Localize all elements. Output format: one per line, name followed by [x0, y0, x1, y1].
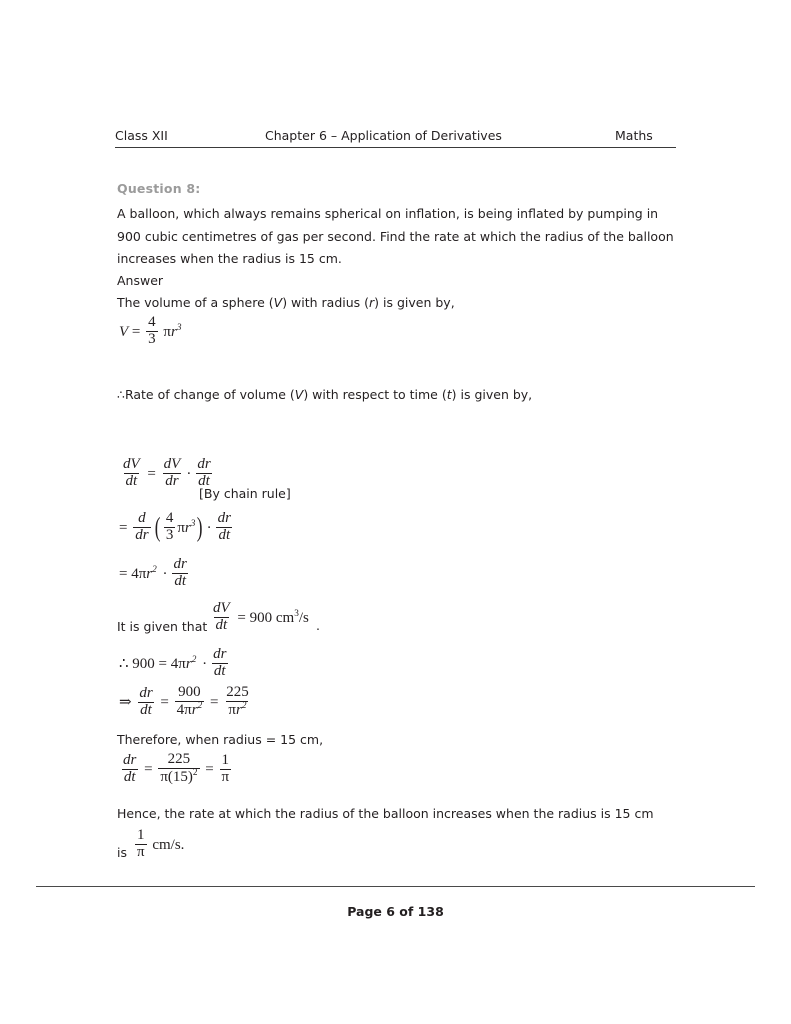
fraction-numerator: d [138, 510, 146, 527]
eq-sub1-r: r [185, 655, 192, 672]
header-chapter: Chapter 6 – Application of Derivatives [265, 128, 502, 143]
fraction-numerator: 1 [137, 827, 145, 844]
fraction-denominator: dt [174, 573, 187, 589]
fraction-denominator: dt [123, 768, 136, 785]
eq-final-equals-2: = [205, 761, 214, 778]
eq-given-equals: = [237, 609, 246, 626]
fraction-numerator: dr [197, 456, 211, 473]
den-exponent: 2 [192, 768, 198, 778]
den-r: r [235, 702, 242, 718]
eq-given-value: 900 cm [249, 609, 295, 626]
den-paren-close: ) [187, 769, 193, 785]
fraction-numerator: dr [213, 646, 227, 663]
fraction-dv-dr [162, 457, 183, 490]
eq-sub1-multiply: · [202, 655, 208, 672]
fraction-numerator: dV [123, 456, 140, 473]
fraction-numerator: 900 [178, 684, 201, 701]
question-label: Question 8: [117, 181, 201, 196]
fraction-denominator: dt [215, 617, 228, 633]
eq-chain2-equals: = [119, 519, 128, 536]
eq-given-exponent: 3 [294, 608, 299, 619]
fraction-numerator: 4 [148, 314, 156, 331]
equation-substitute-line1 [119, 648, 230, 681]
fraction-225-over-pir2 [224, 685, 251, 719]
den-pi: π [184, 702, 192, 718]
den-paren-open: ( [167, 769, 173, 785]
equation-chain-rule-line3 [119, 558, 191, 591]
final-answer-value [133, 829, 184, 862]
eq-chain2-pi: π [177, 519, 185, 536]
page-header [115, 128, 675, 143]
fraction-denominator: dr [135, 527, 149, 543]
eq-sub1-exponent: 2 [191, 654, 197, 665]
eq-sub2-implies: ⇒ [119, 694, 132, 711]
eq-volume-equals: = [131, 323, 141, 340]
question-text: A balloon, which always remains spherical on inflation, is being inflated by pumping in 900 cubic centimetres of gas per second. Find the rate at which the radius of the balloon increases when the radius is 15 cm. [117, 206, 674, 266]
eq-volume-lhs: V [119, 323, 129, 340]
rate-symbol-v: V [294, 387, 304, 402]
conclusion-is-label: is [117, 845, 127, 860]
fraction-d-dr [133, 511, 150, 544]
fraction-one-over-pi [220, 753, 232, 786]
eq-sub1-equals: = [158, 655, 168, 672]
eq-chain1-multiply: · [186, 465, 192, 482]
header-class: Class XII [115, 128, 168, 143]
fraction-denominator: dt [213, 663, 226, 679]
rate-intro-part-c: ) is given by, [451, 387, 533, 402]
conclusion-text: Hence, the rate at which the radius of the balloon increases when the radius is 15 cm [117, 806, 654, 821]
eq-chain2-r: r [184, 519, 191, 536]
den-exponent: 2 [241, 701, 247, 711]
paren-open: ( [154, 511, 161, 543]
fraction-dr-dt [137, 686, 154, 719]
equation-given-rate [209, 602, 309, 635]
rate-intro-line [117, 384, 677, 407]
eq-sub1-value: 900 [132, 655, 155, 672]
fraction-numerator: dr [173, 556, 187, 573]
eq-chain3-pi: π [138, 565, 147, 582]
fraction-numerator: dr [217, 510, 231, 527]
given-sentence-period: . [316, 618, 320, 633]
fraction-dr-dt [211, 647, 228, 680]
header-row [115, 128, 675, 143]
eq-sub2-equals-1: = [160, 694, 169, 711]
fraction-denominator: dt [198, 473, 210, 489]
eq-sub2-equals-2: = [209, 694, 219, 711]
fraction-denominator: 3 [165, 527, 174, 543]
fraction-denominator [226, 701, 248, 719]
fraction-900-over-4pir2 [175, 685, 205, 719]
chain-rule-note: [By chain rule] [199, 486, 291, 501]
eq-volume-exponent: 3 [176, 322, 182, 333]
eq-chain1-equals: = [147, 465, 156, 482]
fraction-numerator: 225 [226, 684, 249, 701]
header-divider [115, 147, 676, 148]
eq-sub1-coefficient: 4 [170, 655, 179, 672]
therefore-radius-line: Therefore, when radius = 15 cm, [117, 732, 324, 747]
radius-symbol-r: r [369, 295, 375, 310]
eq-chain3-exponent: 2 [152, 564, 157, 575]
eq-chain3-multiply: · [162, 565, 168, 582]
fraction-numerator: 1 [221, 751, 230, 768]
eq-chain3-r: r [146, 565, 153, 582]
den-exponent: 2 [197, 701, 203, 711]
answer-heading: Answer [117, 273, 164, 288]
fraction-four-thirds [164, 511, 176, 544]
fraction-dr-dt [195, 457, 212, 490]
fraction-denominator: π [221, 768, 230, 785]
answer-unit: cm/s. [152, 836, 185, 853]
fraction-dr-dt [121, 753, 138, 786]
volume-intro-part-a: The volume of a sphere ( [117, 295, 274, 310]
den-r: r [191, 702, 198, 718]
fraction-denominator: dt [218, 527, 231, 543]
fraction-one-over-pi [135, 828, 147, 861]
header-subject: Maths [615, 128, 653, 143]
fraction-numerator: 225 [167, 751, 191, 768]
fraction-numerator: 4 [165, 510, 174, 527]
equation-chain-rule-line2 [119, 512, 235, 545]
fraction-denominator: dt [140, 701, 152, 718]
volume-symbol-v: V [273, 295, 283, 310]
fraction-denominator [175, 701, 205, 719]
eq-sub1-therefore: ∴ [119, 655, 129, 672]
rate-intro-part-b: ) with respect to time ( [303, 387, 447, 402]
equation-final-substitution [119, 753, 233, 787]
fraction-denominator [158, 768, 199, 786]
fraction-dv-dt [121, 457, 142, 490]
fraction-denominator: 3 [148, 331, 156, 347]
fraction-four-thirds [146, 315, 158, 348]
equation-substitute-line2 [119, 686, 253, 720]
rate-intro-part-a: ∴Rate of change of volume ( [117, 387, 295, 402]
eq-chain3-equals: = [119, 565, 128, 582]
eq-chain2-multiply: · [206, 519, 212, 536]
equation-sphere-volume [119, 316, 181, 349]
eq-volume-pi: π [163, 323, 171, 340]
fraction-numerator: dr [123, 751, 137, 768]
den-pi: π [228, 702, 236, 718]
volume-intro-part-b: ) with radius ( [282, 295, 370, 310]
fraction-dr-dt [216, 511, 233, 544]
paren-close: ) [197, 511, 203, 543]
eq-volume-r: r [170, 323, 177, 340]
den-pi: π [160, 769, 168, 785]
den-value: 15 [172, 769, 188, 785]
volume-intro-part-c: ) is given by, [374, 295, 455, 310]
fraction-numerator: dr [139, 684, 153, 701]
fraction-numerator: dV [213, 600, 230, 617]
den-coefficient: 4 [176, 702, 185, 718]
given-text-label: It is given that [117, 619, 208, 634]
eq-chain2-exponent: 3 [190, 518, 196, 529]
fraction-225-over-pi15sq [158, 752, 199, 786]
time-symbol-t: t [446, 387, 452, 402]
eq-given-unit: /s [298, 609, 309, 626]
volume-intro-line [117, 292, 677, 315]
fraction-denominator: dr [165, 473, 179, 489]
eq-final-equals-1: = [144, 761, 153, 778]
eq-sub1-pi: π [178, 655, 186, 672]
fraction-dv-dt [211, 601, 232, 634]
eq-chain3-coefficient: 4 [131, 565, 139, 582]
fraction-denominator: dt [125, 473, 138, 489]
fraction-dr-dt [172, 557, 189, 590]
fraction-numerator: dV [163, 456, 181, 473]
fraction-denominator: π [137, 844, 145, 860]
page-number: Page 6 of 138 [347, 904, 444, 919]
footer-divider [36, 886, 755, 887]
